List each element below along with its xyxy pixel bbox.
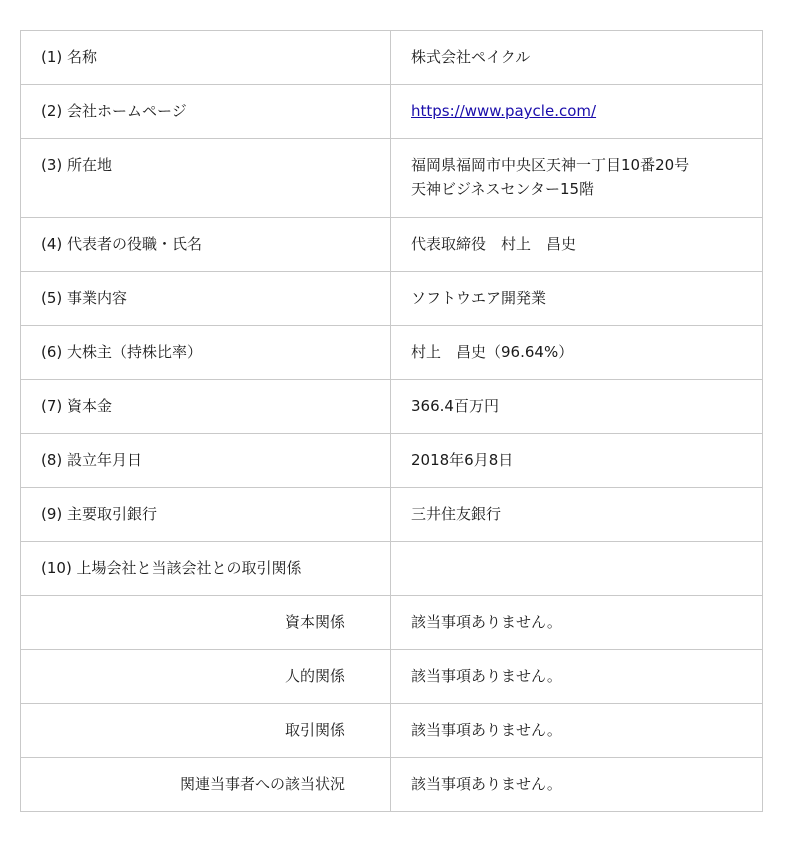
relation-value-transaction: 該当事項ありません。 xyxy=(391,704,763,758)
homepage-link[interactable]: https://www.paycle.com/ xyxy=(411,102,597,120)
address-line-1: 福岡県福岡市中央区天神一丁目10番20号 xyxy=(411,156,690,174)
row-label-established: (8) 設立年月日 xyxy=(21,434,391,488)
relation-value-capital: 該当事項ありません。 xyxy=(391,596,763,650)
table-row xyxy=(21,596,763,650)
table-row xyxy=(21,434,763,488)
row-label-homepage: (2) 会社ホームページ xyxy=(21,85,391,139)
row-label-bank: (9) 主要取引銀行 xyxy=(21,488,391,542)
table-row xyxy=(21,704,763,758)
table-row xyxy=(21,218,763,272)
company-info-table xyxy=(20,30,763,812)
row-label-name: (1) 名称 xyxy=(21,31,391,85)
relation-label-transaction: 取引関係 xyxy=(21,704,391,758)
row-label-representative: (4) 代表者の役職・氏名 xyxy=(21,218,391,272)
row-value-representative: 代表取締役 村上 昌史 xyxy=(391,218,763,272)
row-label-relationship: (10) 上場会社と当該会社との取引関係 xyxy=(21,542,391,596)
relation-label-capital: 資本関係 xyxy=(21,596,391,650)
relation-value-related-party: 該当事項ありません。 xyxy=(391,758,763,812)
relation-label-personnel: 人的関係 xyxy=(21,650,391,704)
table-row xyxy=(21,31,763,85)
table-row xyxy=(21,272,763,326)
table-row xyxy=(21,139,763,218)
row-value-bank: 三井住友銀行 xyxy=(391,488,763,542)
row-value-homepage xyxy=(391,85,763,139)
row-value-capital: 366.4百万円 xyxy=(391,380,763,434)
table-row xyxy=(21,380,763,434)
row-value-relationship xyxy=(391,542,763,596)
relation-label-related-party: 関連当事者への該当状況 xyxy=(21,758,391,812)
table-row xyxy=(21,542,763,596)
address-line-2: 天神ビジネスセンター15階 xyxy=(411,180,595,198)
table-row xyxy=(21,488,763,542)
row-label-address: (3) 所在地 xyxy=(21,139,391,218)
table-row xyxy=(21,85,763,139)
row-value-address xyxy=(391,139,763,218)
row-value-shareholder: 村上 昌史（96.64%） xyxy=(391,326,763,380)
table-row xyxy=(21,650,763,704)
row-value-name: 株式会社ペイクル xyxy=(391,31,763,85)
row-value-business: ソフトウエア開発業 xyxy=(391,272,763,326)
table-row xyxy=(21,758,763,812)
row-value-established: 2018年6月8日 xyxy=(391,434,763,488)
row-label-business: (5) 事業内容 xyxy=(21,272,391,326)
row-label-capital: (7) 資本金 xyxy=(21,380,391,434)
row-label-shareholder: (6) 大株主（持株比率） xyxy=(21,326,391,380)
relation-value-personnel: 該当事項ありません。 xyxy=(391,650,763,704)
table-row xyxy=(21,326,763,380)
